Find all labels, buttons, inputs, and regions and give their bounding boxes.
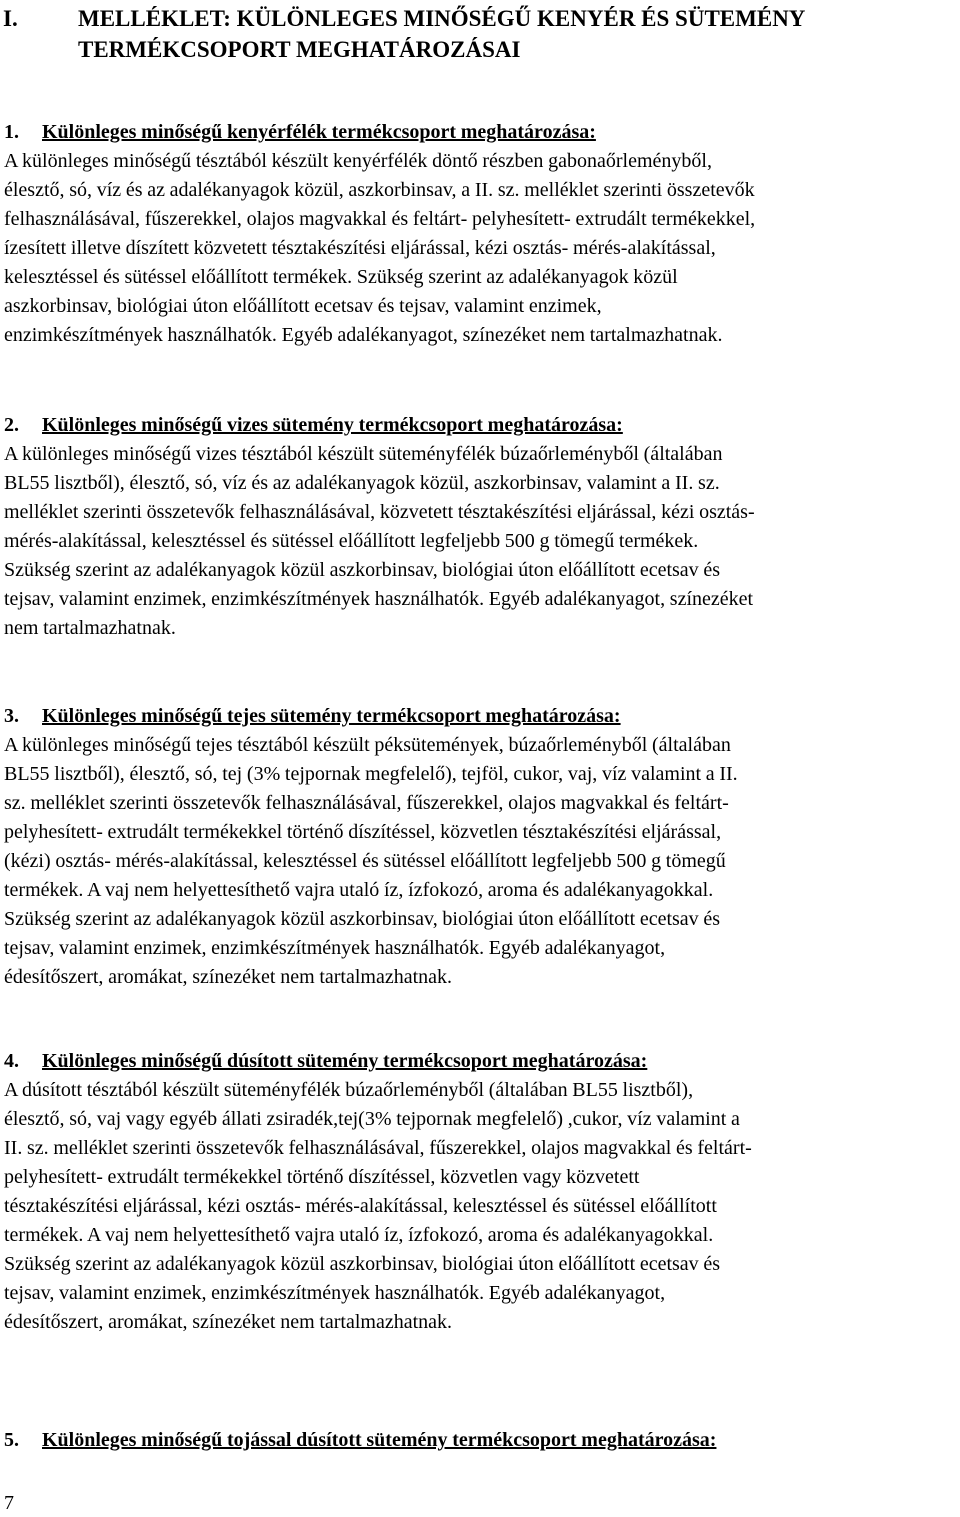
body-line: tésztakészítési eljárással, kézi osztás- mérés-alakítással, kelesztéssel és sütéssel előállított	[4, 1195, 717, 1217]
section-4	[4, 1047, 954, 1337]
title-number: I.	[3, 6, 18, 31]
body-line: A különleges minőségű tejes tésztából készült péksütemények, búzaőrleményből (általában	[4, 734, 731, 756]
section-heading-text: Különleges minőségű dúsított sütemény termékcsoport meghatározása:	[42, 1050, 648, 1072]
body-line: tejsav, valamint enzimek, enzimkészítmények használhatók. Egyéb adalékanyagot,	[4, 1282, 666, 1304]
body-line: II. sz. melléklet szerinti összetevők felhasználásával, fűszerekkel, olajos magvakkal és feltárt-	[4, 1137, 752, 1159]
section-heading-text: Különleges minőségű tejes sütemény termékcsoport meghatározása:	[42, 705, 621, 727]
body-line: (kézi) osztás- mérés-alakítással, kelesztéssel és sütéssel előállított legfeljebb 500 g tömegű	[4, 850, 726, 872]
body-line: pelyhesített- extrudált termékekkel történő díszítéssel, közvetlen tésztakészítési eljárással,	[4, 821, 722, 843]
body-line: kelesztéssel és sütéssel előállított termékek. Szükség szerint az adalékanyagok közül	[4, 266, 678, 288]
body-line: melléklet szerinti összetevők felhasználásával, közvetett tésztakészítési eljárással, kézi osztás-	[4, 501, 755, 523]
body-line: Szükség szerint az adalékanyagok közül aszkorbinsav, biológiai úton előállított ecetsav és	[4, 908, 721, 930]
section-heading	[4, 1426, 954, 1455]
section-heading-text: Különleges minőségű tojással dúsított sütemény termékcsoport meghatározása:	[42, 1429, 717, 1451]
annex-title	[3, 3, 943, 65]
section-2	[4, 411, 954, 643]
body-line: nem tartalmazhatnak.	[4, 617, 176, 639]
section-number: 2.	[4, 414, 19, 436]
section-heading-text: Különleges minőségű vizes sütemény termékcsoport meghatározása:	[42, 414, 623, 436]
body-line: felhasználásával, fűszerekkel, olajos magvakkal és feltárt- pelyhesített- extrudált termékekkel,	[4, 208, 756, 230]
body-line: aszkorbinsav, biológiai úton előállított ecetsav és tejsav, valamint enzimek,	[4, 295, 602, 317]
section-number: 4.	[4, 1050, 19, 1072]
body-line: A különleges minőségű tésztából készült kenyérfélék döntő részben gabonaőrleményből,	[4, 150, 712, 172]
section-heading	[4, 1047, 954, 1076]
body-line: tejsav, valamint enzimek, enzimkészítmények használhatók. Egyéb adalékanyagot, színezéket	[4, 588, 754, 610]
body-line: sz. melléklet szerinti összetevők felhasználásával, fűszerekkel, olajos magvakkal és feltárt-	[4, 792, 729, 814]
section-number: 3.	[4, 705, 19, 727]
section-heading	[4, 118, 954, 147]
section-body	[4, 440, 954, 643]
body-line: ízesített illetve díszített közvetett tésztakészítési eljárással, kézi osztás- mérés-alakítással,	[4, 237, 716, 259]
body-line: A dúsított tésztából készült süteményfélék búzaőrleményből (általában BL55 lisztből),	[4, 1079, 694, 1101]
section-body	[4, 1076, 954, 1337]
section-1	[4, 118, 954, 350]
section-body	[4, 147, 954, 350]
body-line: termékek. A vaj nem helyettesíthető vajra utaló íz, ízfokozó, aroma és adalékanyagokkal.	[4, 1224, 714, 1246]
body-line: élesztő, só, víz és az adalékanyagok közül, aszkorbinsav, a II. sz. melléklet szerinti összetevők	[4, 179, 755, 201]
section-number: 5.	[4, 1429, 19, 1451]
body-line: BL55 lisztből), élesztő, só, tej (3% tejpornak megfelelő), tejföl, cukor, vaj, víz valamint a II.	[4, 763, 738, 785]
body-line: édesítőszert, aromákat, színezéket nem tartalmazhatnak.	[4, 966, 453, 988]
body-line: Szükség szerint az adalékanyagok közül aszkorbinsav, biológiai úton előállított ecetsav és	[4, 1253, 721, 1275]
body-line: élesztő, só, vaj vagy egyéb állati zsiradék,tej(3% tejpornak megfelelő) ,cukor, víz valamint a	[4, 1108, 740, 1130]
section-heading	[4, 702, 954, 731]
section-heading	[4, 411, 954, 440]
section-number: 1.	[4, 121, 19, 143]
page-number: 7	[4, 1492, 14, 1514]
body-line: enzimkészítmények használhatók. Egyéb adalékanyagot, színezéket nem tartalmazhatnak.	[4, 324, 723, 346]
body-line: termékek. A vaj nem helyettesíthető vajra utaló íz, ízfokozó, aroma és adalékanyagokkal.	[4, 879, 714, 901]
body-line: pelyhesített- extrudált termékekkel történő díszítéssel, közvetlen vagy közvetett	[4, 1166, 640, 1188]
body-line: Szükség szerint az adalékanyagok közül aszkorbinsav, biológiai úton előállított ecetsav és	[4, 559, 721, 581]
body-line: A különleges minőségű vizes tésztából készült süteményfélék búzaőrleményből (általában	[4, 443, 723, 465]
body-line: BL55 lisztből), élesztő, só, víz és az adalékanyagok közül, aszkorbinsav, valamint a II. sz.	[4, 472, 720, 494]
title-line-1: MELLÉKLET: KÜLÖNLEGES MINŐSÉGŰ KENYÉR ÉS SÜTEMÉNY	[78, 6, 806, 31]
body-line: mérés-alakítással, kelesztéssel és sütéssel előállított legfeljebb 500 g tömegű termékek.	[4, 530, 699, 552]
section-body	[4, 731, 954, 992]
body-line: tejsav, valamint enzimek, enzimkészítmények használhatók. Egyéb adalékanyagot,	[4, 937, 666, 959]
section-heading-text: Különleges minőségű kenyérfélék termékcsoport meghatározása:	[42, 121, 596, 143]
section-5	[4, 1426, 954, 1455]
title-line-2: TERMÉKCSOPORT MEGHATÁROZÁSAI	[78, 37, 521, 62]
body-line: édesítőszert, aromákat, színezéket nem tartalmazhatnak.	[4, 1311, 453, 1333]
section-3	[4, 702, 954, 992]
